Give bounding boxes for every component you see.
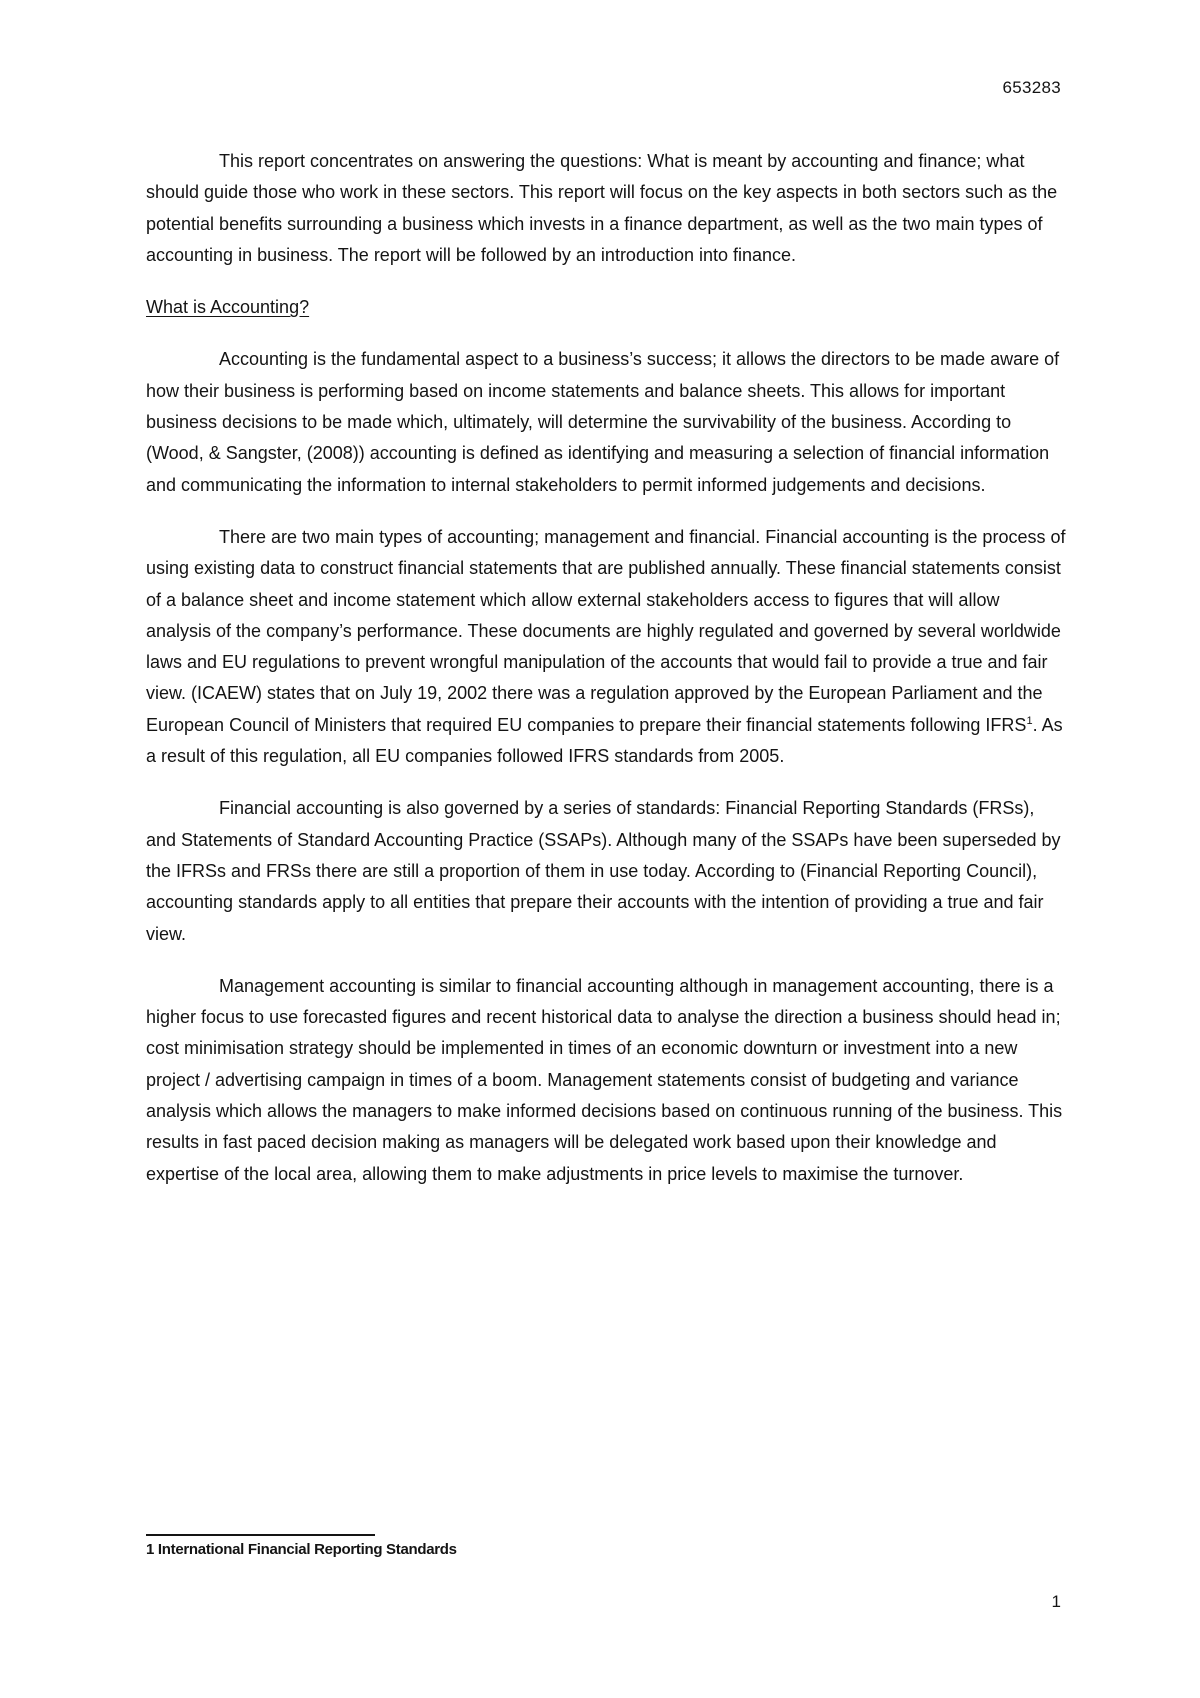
paragraph-management-accounting: Management accounting is similar to financial accounting although in management accounting, there is a higher focus to use forecasted figures and recent historical data to analyse the direction a business should head in; cost minimisation strategy should be implemented in times of an economic downturn or investment into a new project / advertising campaign in times of a boom. Management statements consist of budgeting and variance analysis which allows the managers to make informed decisions based on continuous running of the business. This results in fast paced decision making as managers will be delegated work based upon their knowledge and expertise of the local area, allowing them to make adjustments in price levels to maximise the turnover. [146,975,1063,1184]
page-number: 1 [1051,1592,1061,1611]
body-text [146,146,1068,1211]
paragraph-financial-accounting-tail: . As a result of this regulation, all EU companies followed IFRS standards from 2005. [146,714,1063,767]
paragraph-financial-accounting-main: There are two main types of accounting; management and financial. Financial accounting is the process of using existing data to construct financial statements that are published annually. These financial statements consist of a balance sheet and income statement which allow external stakeholders access to figures that will allow analysis of the company’s performance. These documents are highly regulated and governed by several worldwide laws and EU regulations to prevent wrongful manipulation of the accounts that would fail to provide a true and fair view. (ICAEW) states that on July 19, 2002 there was a regulation approved by the European Parliament and the European Council of Ministers that required EU companies to prepare their financial statements following IFRS [146,526,1066,735]
footnote-divider [146,1534,375,1536]
section-heading: What is Accounting? [146,297,310,318]
paragraph-accounting-definition: Accounting is the fundamental aspect to a business’s success; it allows the directors to be made aware of how their business is performing based on income statements and balance sheets. This allows for important business decisions to be made which, ultimately, will determine the survivability of the business. According to (Wood, & Sangster, (2008)) accounting is defined as identifying and measuring a selection of financial information and communicating the information to internal stakeholders to permit informed judgements and decisions. [146,349,1060,495]
paragraph-financial-accounting [146,522,1068,772]
intro-paragraph: This report concentrates on answering the questions: What is meant by accounting and finance; what should guide those who work in these sectors. This report will focus on the key aspects in both sectors such as the potential benefits surrounding a business which invests in a finance department, as well as the two main types of accounting in business. The report will be followed by an introduction into finance. [146,151,1058,265]
footnote: 1 International Financial Reporting Standards [146,1541,457,1558]
document-id: 653283 [1002,78,1061,97]
footnote-reference[interactable]: 1 [1026,714,1033,727]
paragraph-standards: Financial accounting is also governed by a series of standards: Financial Reporting Standards (FRSs), and Statements of Standard Accounting Practice (SSAPs). Although many of the SSAPs have been superseded by the IFRSs and FRSs there are still a proportion of them in use today. According to (Financial Reporting Council), accounting standards apply to all entities that prepare their accounts with the intention of providing a true and fair view. [146,798,1061,944]
